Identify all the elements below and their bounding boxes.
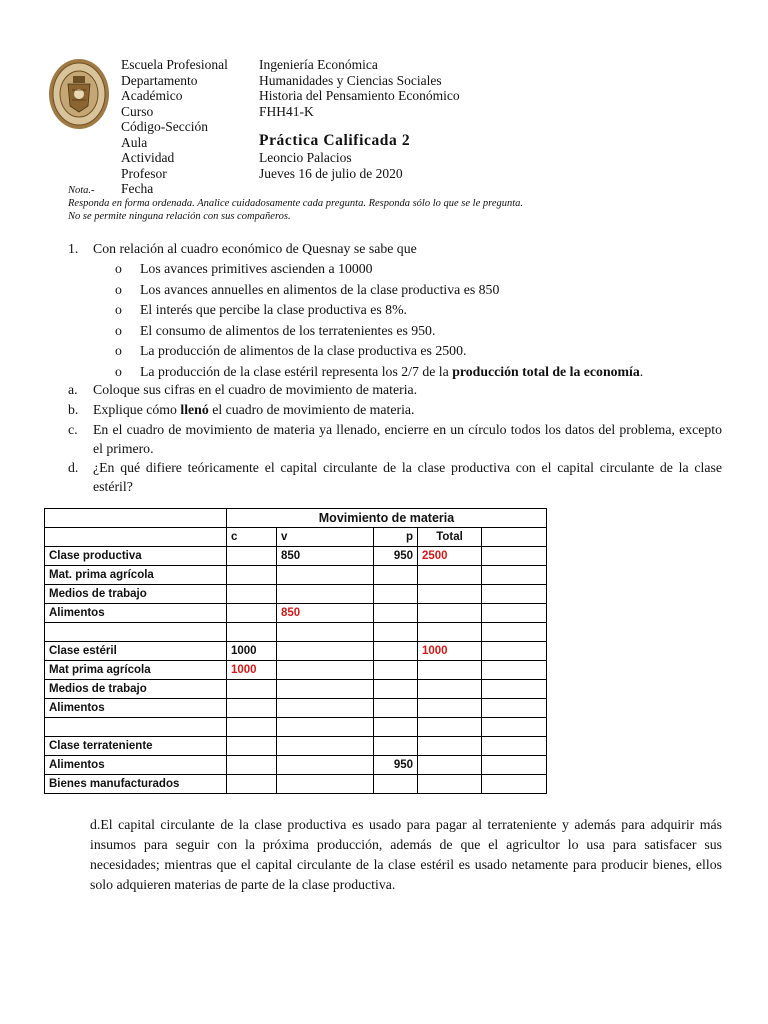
table-cell-empty — [482, 775, 547, 794]
row-label: Alimentos — [45, 756, 227, 775]
row-label — [45, 718, 227, 737]
cell-total: 1000 — [418, 642, 482, 661]
column-header-total: Total — [418, 528, 482, 547]
answer-paragraph: d.El capital circulante de la clase productiva es usado para pagar al terrateniente y además para adquirir más insumos para seguir con la próxima producción, además de que el agricultor lo usa para satisfacer sus necesidades; mientras que el capital circulante de la clase estéril es usado netamente para producir bienes, ellos solo adquieren materias de parte de la clase productiva. — [90, 817, 722, 892]
part-text: ¿En qué difiere teóricamente el capital circulante de la clase productiva con el capital circulante de la clase estéril? — [93, 460, 722, 494]
table-row — [45, 718, 547, 737]
table-row — [45, 775, 547, 794]
part-label: b. — [68, 402, 79, 417]
cell-total — [418, 680, 482, 699]
cell-c: 1000 — [227, 661, 277, 680]
label-codigo-seccion: Código-Sección — [121, 119, 208, 134]
cell-c — [227, 566, 277, 585]
column-header-c: c — [227, 528, 277, 547]
table-row — [45, 547, 547, 566]
row-label: Clase terrateniente — [45, 737, 227, 756]
label-aula: Aula — [121, 134, 148, 150]
cell-v — [277, 661, 374, 680]
table-cell-empty — [482, 604, 547, 623]
table-cell-empty — [482, 623, 547, 642]
cell-p: 950 — [374, 756, 418, 775]
cell-c — [227, 737, 277, 756]
table-cell-empty — [482, 528, 547, 547]
table-title-row — [45, 509, 547, 528]
table-row — [45, 585, 547, 604]
table-cell-empty — [482, 699, 547, 718]
table-cell-empty — [482, 718, 547, 737]
cell-v — [277, 699, 374, 718]
cell-c — [227, 604, 277, 623]
cell-v — [277, 680, 374, 699]
list-item: o La producción de alimentos de la clase productiva es 2500. — [115, 341, 715, 362]
list-item: o Los avances annuelles en alimentos de la clase productiva es 850 — [115, 280, 715, 301]
nota-line-2: No se permite ninguna relación con sus compañeros. — [68, 211, 291, 222]
table-cell-empty — [482, 585, 547, 604]
nota-line-1: Responda en forma ordenada. Analice cuidadosamente cada pregunta. Responda sólo lo que se le pregunta. — [68, 198, 524, 209]
label-escuela: Escuela Profesional — [121, 57, 228, 72]
cell-total — [418, 566, 482, 585]
header-values-lower — [259, 150, 403, 181]
row-label: Medios de trabajo — [45, 585, 227, 604]
cell-p — [374, 661, 418, 680]
cell-c — [227, 623, 277, 642]
table-row — [45, 756, 547, 775]
table-row — [45, 737, 547, 756]
table-cell-empty — [482, 680, 547, 699]
table-row — [45, 661, 547, 680]
row-label: Clase productiva — [45, 547, 227, 566]
table-cell-empty — [45, 528, 227, 547]
cell-v: 850 — [277, 547, 374, 566]
cell-v — [277, 585, 374, 604]
cell-p — [374, 623, 418, 642]
cell-total — [418, 604, 482, 623]
cell-total — [418, 623, 482, 642]
cell-p: 950 — [374, 547, 418, 566]
label-fecha: Fecha — [121, 181, 154, 196]
part-label: a. — [68, 382, 78, 397]
bold-phrase: producción total de la economía — [452, 363, 640, 379]
header-labels — [121, 57, 228, 197]
list-item: o El consumo de alimentos de los terratenientes es 950. — [115, 321, 715, 342]
bullet-suffix: . — [639, 363, 644, 379]
table-header-row — [45, 528, 547, 547]
cell-total: 2500 — [418, 547, 482, 566]
cell-v — [277, 737, 374, 756]
activity-title: Práctica Calificada 2 — [259, 132, 411, 149]
bullet-text: La producción de la clase estéril representa los 2/7 de la — [140, 363, 453, 379]
part-label: d. — [68, 460, 79, 475]
table-cell-empty — [482, 756, 547, 775]
table-cell-empty — [482, 661, 547, 680]
part-d — [68, 459, 722, 496]
part-a — [68, 381, 722, 400]
cell-v — [277, 756, 374, 775]
cell-p — [374, 718, 418, 737]
cell-v — [277, 566, 374, 585]
cell-total — [418, 585, 482, 604]
cell-p — [374, 604, 418, 623]
university-seal-logo — [48, 58, 110, 130]
row-label: Clase estéril — [45, 642, 227, 661]
cell-c: 1000 — [227, 642, 277, 661]
table-row — [45, 642, 547, 661]
cell-v — [277, 623, 374, 642]
label-profesor: Profesor — [121, 165, 167, 181]
cell-total — [418, 699, 482, 718]
nota-label: Nota.- — [68, 185, 95, 196]
part-text: En el cuadro de movimiento de materia ya llenado, encierre en un círculo todos los datos del problema, excepto el primero. — [93, 422, 722, 456]
cell-v — [277, 718, 374, 737]
table-cell-empty — [482, 566, 547, 585]
cell-total — [418, 661, 482, 680]
table-body — [45, 547, 547, 794]
cell-p — [374, 775, 418, 794]
value-departamento: Humanidades y Ciencias Sociales — [259, 72, 442, 88]
cell-c — [227, 775, 277, 794]
table-row — [45, 699, 547, 718]
cell-c — [227, 680, 277, 699]
table-row — [45, 680, 547, 699]
part-text: Coloque sus cifras en el cuadro de movimiento de materia. — [93, 382, 418, 397]
column-header-p: p — [374, 528, 418, 547]
table-cell-empty — [482, 547, 547, 566]
value-escuela: Ingeniería Económica — [259, 57, 378, 72]
label-academico: Académico — [121, 88, 183, 103]
cell-v — [277, 642, 374, 661]
row-label: Mat prima agrícola — [45, 661, 227, 680]
cell-c — [227, 547, 277, 566]
cell-c — [227, 585, 277, 604]
table-row — [45, 604, 547, 623]
part-text — [93, 401, 722, 420]
list-item: o El interés que percibe la clase productiva es 8%. — [115, 300, 715, 321]
column-header-v: v — [277, 528, 374, 547]
question-stem: Con relación al cuadro económico de Quesnay se sabe que — [93, 241, 417, 256]
cell-v — [277, 775, 374, 794]
cell-c — [227, 699, 277, 718]
part-text-prefix: Explique cómo — [93, 402, 181, 417]
cell-c — [227, 756, 277, 775]
row-label: Bienes manufacturados — [45, 775, 227, 794]
part-text-suffix: el cuadro de movimiento de materia. — [208, 402, 415, 417]
cell-p — [374, 566, 418, 585]
cell-total — [418, 718, 482, 737]
table-cell-empty — [482, 737, 547, 756]
value-codigo: FHH41-K — [259, 103, 314, 119]
list-item: o Los avances primitives ascienden a 10000 — [115, 259, 715, 280]
table-cell-empty — [45, 509, 227, 528]
cell-p — [374, 585, 418, 604]
question-number: 1. — [68, 241, 79, 256]
row-label: Alimentos — [45, 699, 227, 718]
cell-p — [374, 699, 418, 718]
label-curso: Curso — [121, 103, 154, 119]
value-fecha: Jueves 16 de julio de 2020 — [259, 165, 403, 181]
movimiento-de-materia-table — [44, 508, 547, 794]
part-c — [68, 421, 722, 458]
part-label: c. — [68, 422, 78, 437]
cell-p — [374, 680, 418, 699]
row-label: Medios de trabajo — [45, 680, 227, 699]
value-profesor: Leoncio Palacios — [259, 150, 352, 165]
row-label — [45, 623, 227, 642]
value-curso: Historia del Pensamiento Económico — [259, 88, 460, 103]
table-row — [45, 623, 547, 642]
label-actividad: Actividad — [121, 150, 175, 165]
cell-total — [418, 737, 482, 756]
header-values — [259, 57, 460, 119]
row-label: Mat. prima agrícola — [45, 566, 227, 585]
cell-p — [374, 642, 418, 661]
cell-p — [374, 737, 418, 756]
row-label: Alimentos — [45, 604, 227, 623]
list-item — [115, 362, 715, 383]
label-departamento: Departamento — [121, 72, 198, 88]
table-row — [45, 566, 547, 585]
cell-c — [227, 718, 277, 737]
table-title: Movimiento de materia — [227, 509, 547, 528]
given-data-list — [115, 259, 715, 383]
cell-total — [418, 756, 482, 775]
table-cell-empty — [482, 642, 547, 661]
cell-v: 850 — [277, 604, 374, 623]
part-b — [68, 401, 722, 420]
bold-word: llenó — [180, 402, 209, 417]
cell-total — [418, 775, 482, 794]
